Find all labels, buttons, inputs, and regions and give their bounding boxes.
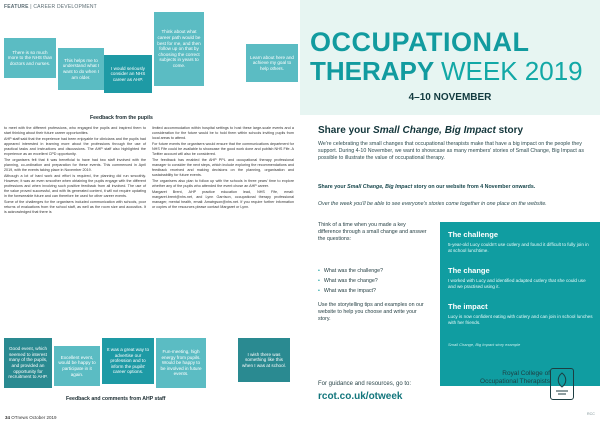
print-code: RCC bbox=[587, 412, 595, 416]
masthead-line2: THERAPY WEEK 2019 bbox=[310, 56, 583, 86]
intro-paragraph: We're celebrating the small changes that occupational therapists make that have a big impact on the people they support. During 4-10 November, we want to showcase as many members' stories of Small Change, Big Impact as possible to illustrate the value of occupational therapy. bbox=[318, 141, 584, 161]
caption-staff-feedback: Feedback and comments from AHP staff bbox=[66, 396, 166, 402]
pupil-quote-bubble: I would seriously consider an NHS career as AHP. bbox=[104, 55, 152, 93]
article-column-2: limited accommodation within hospital settings to host these large-scale events and a consideration for the future would be to hold them within schools inviting pupils from local areas to attend. For future events the organisers would ensure that the communications department for NHS Fife could be available to showcase the good work done and publish NHS Fife. A Twitter account will also be considered. The feedback has enabled the AHP PPL and occupational therapy professional manager to consider the next steps, which include exploring the recommendations and feedback received and making decisions on the planning, organisation and sustainability for future events. The organisers also plan to follow up with the schools in three years' time to explore whether any of the pupils who attended the event chose an AHP career. Margaret Brent, AHP practice education lead, NHS Fife, email: margaret.brent@nhs.net, and Lynn Garrison, occupational therapy professional manager, mental health, email: Amatrgson@nhs.net. If you require further information or copies of the resources please contact Margaret or Lynn. bbox=[152, 126, 294, 209]
story-example-box bbox=[440, 222, 600, 386]
staff-quote-bubble: Excellent event, would be happy to participate in it again. bbox=[54, 346, 100, 386]
masthead-line1: OCCUPATIONAL bbox=[310, 27, 530, 57]
rcot-name: Royal College of Occupational Therapists bbox=[480, 370, 550, 385]
pupil-quote-bubble: Learn about here and achieve my goal to help others. bbox=[246, 44, 298, 82]
pupil-quote-bubble: Think about what career path would be best for me, and then follow up on that by choosing the correct subjects in years to come. bbox=[154, 12, 204, 86]
think-paragraph: Think of a time when you made a key difference through a small change and answer the questions: bbox=[318, 222, 427, 242]
question-list bbox=[318, 266, 428, 296]
section-label: FEATURE | CAREER DEVELOPMENT bbox=[4, 4, 97, 10]
example-caption: Small Change, Big Impact story example bbox=[448, 342, 521, 347]
page-footer: 34 OTnews October 2019 bbox=[5, 415, 57, 420]
use-tips-paragraph: Use the storytelling tips and examples on our website to help you choose and write your story. bbox=[318, 302, 424, 322]
change-text: I worked with Lucy and identified adapted cutlery that she could use and we practised using it. bbox=[448, 278, 586, 290]
impact-title: The impact bbox=[448, 302, 488, 311]
over-the-week-paragraph: Over the week you'll be able to see everyone's stories come together in one place on the website. bbox=[318, 201, 547, 207]
right-page bbox=[300, 0, 600, 424]
impact-text: Lucy is now confident eating with cutlery and can join in school lunches with her friends. bbox=[448, 314, 593, 326]
guidance-text: For guidance and resources, go to: bbox=[318, 381, 412, 387]
pupil-quote-bubble: There is so much more to the NHS than doctors and nurses. bbox=[4, 38, 56, 78]
rcot-logo-icon bbox=[550, 368, 574, 400]
question-item: • What was the impact? bbox=[318, 286, 428, 296]
event-dates: 4–10 NOVEMBER bbox=[408, 92, 492, 103]
article-column-1: to meet with the different professions, who engaged the pupils and inspired them to start thinking about their future career opportunities. AHP staff said that the experience had been enjoyable for clinicians and the pupils had appeared interested in learning more about the professions through the use of practical tasks and instructions and discussions. The AHP staff also highlighted the experience as an excellent CPD opportunity. The organisers felt that it was beneficial to have had two staff involved with the planning, co-ordination and preparation for these events. This commenced in April 2019, with the events taking place in November 2019. Although a lot of hard work and effort is required, the planning did run smoothly. However, it was an even smoother when obtaining the pupils engage with the different professions and when involving such positive feedback from all involved. The use of the value proved successful, and with its generated content, it will not require updating in the foreseeable future and can therefore be used for other career events. Some of the challenges for the organisers included communication with schools, poor returns of evaluations from the school staff, as well as the room size and acoustics. It is acknowledged that there is bbox=[4, 126, 146, 214]
ot-week-masthead bbox=[300, 0, 600, 115]
staff-quote-bubble: I wish there was something like this when I was at school. bbox=[238, 338, 290, 382]
page-headline: Share your Small Change, Big Impact story bbox=[318, 125, 524, 136]
pupil-quote-bubble: This helps me to understand what I want to do when I am older. bbox=[58, 48, 104, 90]
staff-quote-bubble: Good event, which seemed to interest many of the pupils, and provided an opportunity for recruitment to AHP. bbox=[4, 338, 52, 388]
staff-quote-bubble: Fun-meeting, high energy from pupils. Would be happy to be involved in future events. bbox=[156, 338, 206, 388]
question-item: • What was the challenge? bbox=[318, 266, 428, 276]
change-title: The change bbox=[448, 266, 490, 275]
staff-quote-bubble: It was a great way to advertise our profession and to inform the pupils' career options. bbox=[102, 338, 154, 384]
caption-pupil-feedback: Feedback from the pupils bbox=[90, 115, 153, 121]
website-link[interactable]: rcot.co.uk/otweek bbox=[318, 391, 403, 402]
share-paragraph: Share your Small Change, Big Impact story on our website from 4 November onwards. bbox=[318, 184, 536, 190]
challenge-text: 5-year-old Lucy couldn't use cutlery and found it difficult to fully join in at school lunchtime. bbox=[448, 242, 589, 254]
challenge-title: The challenge bbox=[448, 230, 499, 239]
question-item: • What was the change? bbox=[318, 276, 428, 286]
